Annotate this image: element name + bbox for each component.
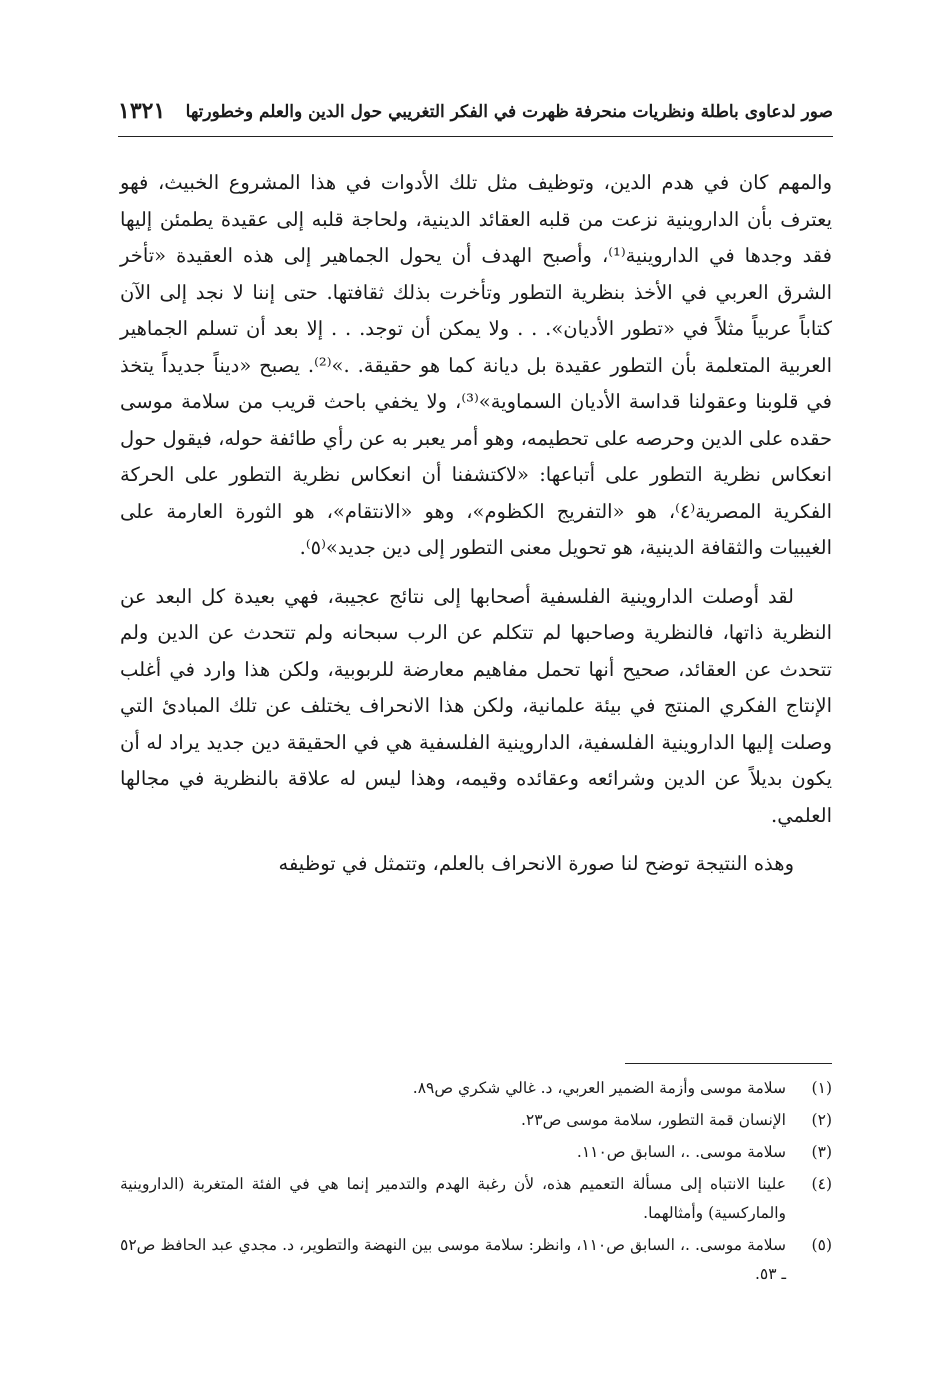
footnote-text: سلامة موسى وأزمة الضمير العربي، د. غالي شكري ص٨٩. [412, 1079, 786, 1097]
footnote-1 [120, 1074, 832, 1103]
footnote-number: (٥) [811, 1236, 832, 1254]
header-title: صور لدعاوى باطلة ونظريات منحرفة ظهرت في الفكر التغريبي حول الدين والعلم وخطورتها [185, 102, 833, 122]
paragraph-2: لقد أوصلت الداروينية الفلسفية أصحابها إلى نتائج عجيبة، فهي بعيدة كل البعد عن النظرية ذاتها، فالنظرية وصاحبها لم تتكلم عن الرب سبحانه ولم تتحدث عن الدين ولم تتحدث عن العقائد، صحيح أنها تحمل مفاهيم معارضة للربوبية، ولكن هذا وارد في أغلب الإنتاج الفكري المنتج في بيئة علمانية، ولكن هذا الانحراف يختلف عن تلك المبادئ التي وصلت إليها الداروينية الفلسفية، الداروينية الفلسفية هي في الحقيقة دين جديد يراد له أن يكون بديلاً عن الدين وشرائعه وعقائده وقيمه، وهذا ليس له علاقة بالنظرية في مجالها العلمي. [120, 584, 832, 827]
body-text [120, 165, 832, 895]
footnote-3 [120, 1138, 832, 1167]
footnote-number: (٢) [811, 1111, 832, 1129]
footnote-number: (١) [811, 1079, 832, 1097]
footnotes [120, 1074, 832, 1292]
footnote-text: علينا الانتباه إلى مسألة التعميم هذه، لأن رغبة الهدم والتدمير إنما هي في الفئة المتغربة (الداروينية والماركسية) وأمثالهما. [120, 1175, 786, 1222]
running-header [118, 96, 833, 137]
footnote-text: الإنسان قمة التطور، سلامة موسى ص٢٣. [520, 1111, 786, 1129]
footnote-number: (٣) [811, 1143, 832, 1161]
footnote-5 [120, 1231, 832, 1289]
footnote-text: سلامة موسى. .، السابق ص١١٠. [576, 1143, 786, 1161]
page-number: ١٣٢١ [118, 98, 166, 124]
footnote-separator [625, 1063, 832, 1064]
paragraph-1: والمهم كان في هدم الدين، وتوظيف مثل تلك الأدوات في هذا المشروع الخبيث، فهو يعترف بأن الداروينية نزعت من قلبه العقائد الدينية، ولحاجة قلبه إلى عقيدة يطمئن إليها فقد وجدها في الداروينية⁽¹⁾، وأصبح الهدف أن يحول الجماهير إلى هذه العقيدة «تأخر الشرق العربي في الأخذ بنظرية التطور وتأخرت بذلك ثقافتها. حتى إننا لا نجد إلى الآن كتاباً عربياً مثلاً في «تطور الأديان». . . ولا يمكن أن توجد. . . إلا بعد أن تسلم الجماهير العربية المتعلمة بأن التطور عقيدة بل ديانة كما هو حقيقة. .»⁽²⁾. يصبح «ديناً جديداً يتخذ في قلوبنا وعقولنا قداسة الأديان السماوية»⁽³⁾، ولا يخفي باحث قريب من سلامة موسى حقده على الدين وحرصه على تحطيمه، وهو أمر يعبر به عن رأي طائفة حوله، فيقول حول انعكاس نظرية التطور على أتباعها: «لاكتشفنا أن انعكاس نظرية التطور على الحركة الفكرية المصرية⁽٤⁾، هو «التفريج الكظوم»، وهو «الانتقام»، هو الثورة العارمة على الغيبيات والثقافة الدينية، هو تحويل معنى التطور إلى دين جديد»⁽٥⁾. [120, 171, 832, 559]
footnote-4 [120, 1170, 832, 1228]
footnote-number: (٤) [811, 1175, 832, 1193]
footnote-text: سلامة موسى. .، السابق ص١١٠، وانظر: سلامة موسى بين النهضة والتطوير، د. مجدي عبد الحافظ ص٥٢ ـ ٥٣. [120, 1236, 786, 1283]
footnote-2 [120, 1106, 832, 1135]
paragraph-3: وهذه النتيجة توضح لنا صورة الانحراف بالعلم، وتتمثل في توظيفه [278, 852, 794, 875]
